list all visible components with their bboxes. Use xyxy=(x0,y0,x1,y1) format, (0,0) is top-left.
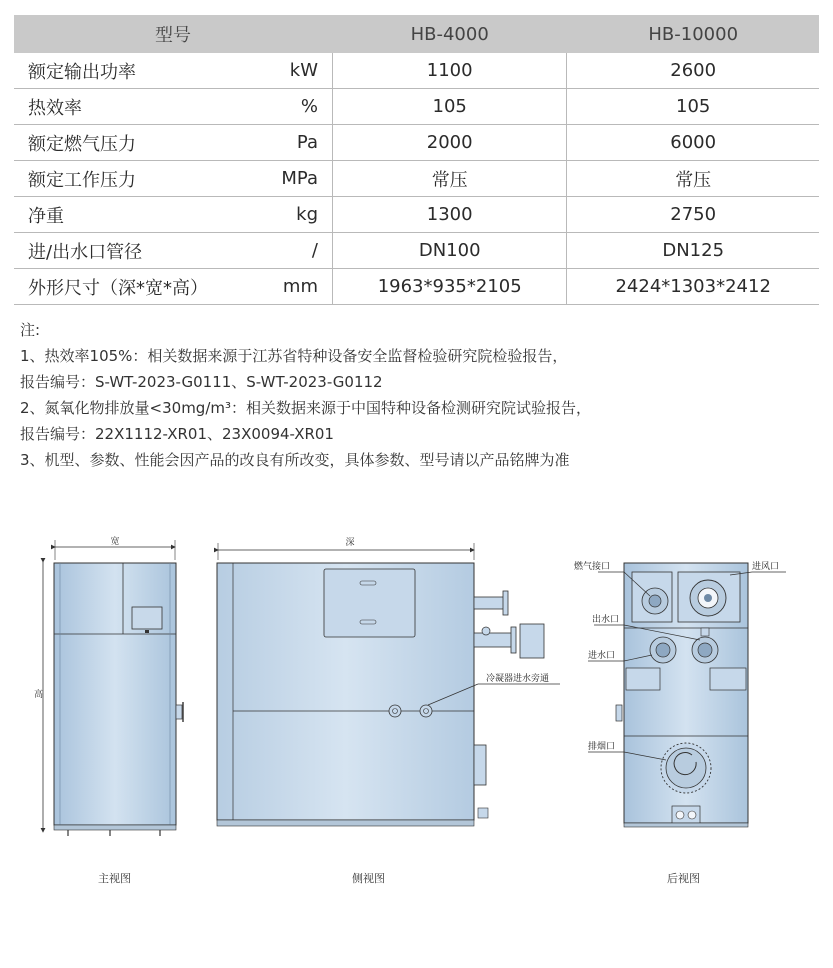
row-value: 2424*1303*2412 xyxy=(567,269,819,305)
row-name: 净重 xyxy=(14,197,266,233)
row-name: 进/出水口管径 xyxy=(14,233,266,269)
row-unit: kg xyxy=(266,197,333,233)
row-unit: mm xyxy=(266,269,333,305)
front-body xyxy=(54,563,176,825)
row-value: 2600 xyxy=(567,53,819,89)
row-name: 外形尺寸（深*宽*高） xyxy=(14,269,266,305)
front-view xyxy=(34,535,183,836)
note-line: 3、机型、参数、性能会因产品的改良有所改变，具体参数、型号请以产品铭牌为准 xyxy=(20,451,570,469)
bypass-label: 冷凝器进水旁通 xyxy=(486,674,550,684)
gas-port-label: 燃气接口 xyxy=(574,562,611,572)
note-line: 2、氮氧化物排放量<30mg/m³：相关数据来源于中国特种设备检测研究院试验报告， xyxy=(20,399,592,417)
note-line: 报告编号：S-WT-2023-G0111、S-WT-2023-G0112 xyxy=(20,373,383,391)
row-name: 额定工作压力 xyxy=(14,161,266,197)
row-value: DN125 xyxy=(567,233,819,269)
header-model-2: HB-10000 xyxy=(567,16,819,53)
notes-title: 注: xyxy=(20,321,41,339)
row-value: 常压 xyxy=(333,161,567,197)
height-label: 高 xyxy=(34,690,44,700)
row-value: 1300 xyxy=(333,197,567,233)
row-unit: MPa xyxy=(266,161,333,197)
outlet-label: 出水口 xyxy=(592,615,620,625)
header-model-label: 型号 xyxy=(14,16,333,53)
row-value: 2000 xyxy=(333,125,567,161)
row-name: 额定燃气压力 xyxy=(14,125,266,161)
row-value: 2750 xyxy=(567,197,819,233)
depth-label: 深 xyxy=(345,538,355,548)
row-value: 1100 xyxy=(333,53,567,89)
row-value: 105 xyxy=(333,89,567,125)
side-access-panel xyxy=(324,569,415,637)
row-value: 6000 xyxy=(567,125,819,161)
row-value: DN100 xyxy=(333,233,567,269)
side-view-caption: 侧视图 xyxy=(352,872,385,885)
row-unit: % xyxy=(266,89,333,125)
control-panel-screen xyxy=(132,607,162,629)
air-inlet-label: 进风口 xyxy=(752,562,780,572)
flue-label: 排烟口 xyxy=(588,742,616,752)
front-view-caption: 主视图 xyxy=(98,872,131,885)
row-name: 额定输出功率 xyxy=(14,53,266,89)
back-view xyxy=(574,560,786,827)
row-value: 105 xyxy=(567,89,819,125)
row-value: 1963*935*2105 xyxy=(333,269,567,305)
row-value: 常压 xyxy=(567,161,819,197)
row-unit: kW xyxy=(266,53,333,89)
header-model-1: HB-4000 xyxy=(333,16,567,53)
inlet-label: 进水口 xyxy=(588,651,616,661)
row-unit: / xyxy=(266,233,333,269)
row-name: 热效率 xyxy=(14,89,266,125)
row-unit: Pa xyxy=(266,125,333,161)
width-label: 宽 xyxy=(110,537,120,547)
note-line: 1、热效率105%：相关数据来源于江苏省特种设备安全监督检验研究院检验报告， xyxy=(20,347,568,365)
note-line: 报告编号：22X1112-XR01、23X0094-XR01 xyxy=(20,425,334,443)
back-view-caption: 后视图 xyxy=(667,872,700,885)
side-view xyxy=(217,537,560,826)
